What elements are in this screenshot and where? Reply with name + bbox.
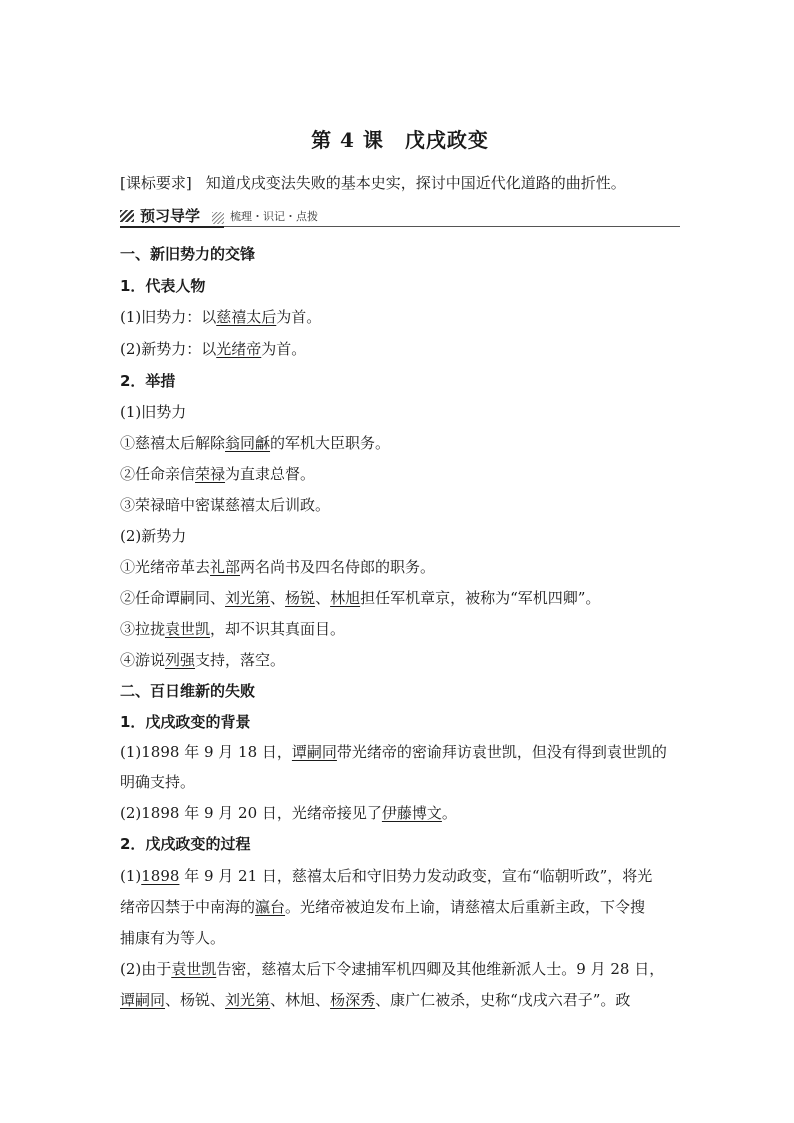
old-measure-1: ①慈禧太后解除翁同龢的军机大臣职务。: [120, 434, 391, 452]
new-forces-title: (2)新势力: [120, 527, 187, 545]
old-measure-2: ②任命亲信荣禄为直隶总督。: [120, 465, 316, 483]
old-leader-line: (1)旧势力：以慈禧太后为首。: [120, 308, 322, 326]
process-1-cont: 绪帝囚禁于中南海的瀛台。光绪帝被迫发布上谕，请慈禧太后重新主政，下令搜: [120, 898, 646, 916]
underlined-term: 刘光第: [225, 589, 271, 607]
underlined-term: 谭嗣同: [120, 991, 166, 1009]
underlined-term: 翁同龢: [225, 434, 271, 452]
new-leader-line: (2)新势力：以光绪帝为首。: [120, 340, 307, 358]
subheading-measures: 2．举措: [120, 372, 176, 390]
underlined-term: 袁世凯: [165, 620, 211, 638]
underlined-term: 礼部: [210, 558, 241, 576]
underlined-term: 袁世凯: [171, 960, 217, 978]
process-1-cont2: 捕康有为等人。: [120, 929, 226, 947]
underlined-term: 刘光第: [225, 991, 271, 1009]
underlined-term: 杨锐: [285, 589, 316, 607]
lesson-title: 第 4 课 戊戌政变: [311, 128, 489, 152]
banner-label: 预习导学: [140, 207, 201, 225]
background-1-cont: 明确支持。: [120, 773, 196, 791]
banner-subtitle: 梳理・识记・点拨: [230, 210, 318, 223]
subheading-background: 1．戊戌政变的背景: [120, 713, 251, 731]
section-heading-2: 二、百日维新的失败: [120, 682, 256, 700]
underlined-term: 1898: [141, 867, 180, 885]
old-forces-title: (1)旧势力: [120, 403, 187, 421]
underlined-term: 列强: [165, 651, 196, 669]
old-measure-3: ③荣禄暗中密谋慈禧太后训政。: [120, 496, 331, 514]
process-2-cont: 谭嗣同、杨锐、刘光第、林旭、杨深秀、康广仁被杀，史称“戊戌六君子”。政: [120, 991, 631, 1009]
underlined-term: 谭嗣同: [291, 743, 337, 761]
process-2: (2)由于袁世凯告密，慈禧太后下令逮捕军机四卿及其他维新派人士。9 月 28 日，: [120, 960, 665, 978]
underlined-term: 慈禧太后: [216, 308, 277, 326]
underlined-term: 瀛台: [255, 898, 286, 916]
new-measure-3: ③拉拢袁世凯，却不识其真面目。: [120, 620, 346, 638]
hatch-icon: [212, 212, 224, 224]
requirement-text: 知道戊戌变法失败的基本史实，探讨中国近代化道路的曲折性。: [205, 174, 626, 192]
new-measure-1: ①光绪帝革去礼部两名尚书及四名侍郎的职务。: [120, 558, 436, 576]
banner-underline: [120, 226, 224, 228]
process-1: (1)1898 年 9 月 21 日，慈禧太后和守旧势力发动政变，宣布“临朝听政”，将光: [120, 867, 653, 885]
preview-banner: [120, 204, 680, 227]
underlined-term: 伊藤博文: [381, 804, 442, 822]
new-measure-4: ④游说列强支持，落空。: [120, 651, 286, 669]
subheading-representatives: 1．代表人物: [120, 277, 206, 295]
curriculum-requirement: [120, 172, 680, 193]
underlined-term: 光绪帝: [216, 340, 262, 358]
subheading-process: 2．戊戌政变的过程: [120, 835, 251, 853]
underlined-term: 荣禄: [195, 465, 226, 483]
underlined-term: 杨深秀: [330, 991, 376, 1009]
background-1: (1)1898 年 9 月 18 日，谭嗣同带光绪帝的密谕拜访袁世凯，但没有得到袁世凯的: [120, 743, 667, 761]
requirement-tag: [课标要求]: [120, 174, 192, 192]
background-2: (2)1898 年 9 月 20 日，光绪帝接见了伊藤博文。: [120, 804, 457, 822]
new-measure-2: ②任命谭嗣同、刘光第、杨锐、林旭担任军机章京，被称为“军机四卿”。: [120, 589, 601, 607]
underlined-term: 林旭: [330, 589, 361, 607]
stripes-icon: [120, 210, 134, 222]
section-heading-1: 一、新旧势力的交锋: [120, 245, 256, 263]
